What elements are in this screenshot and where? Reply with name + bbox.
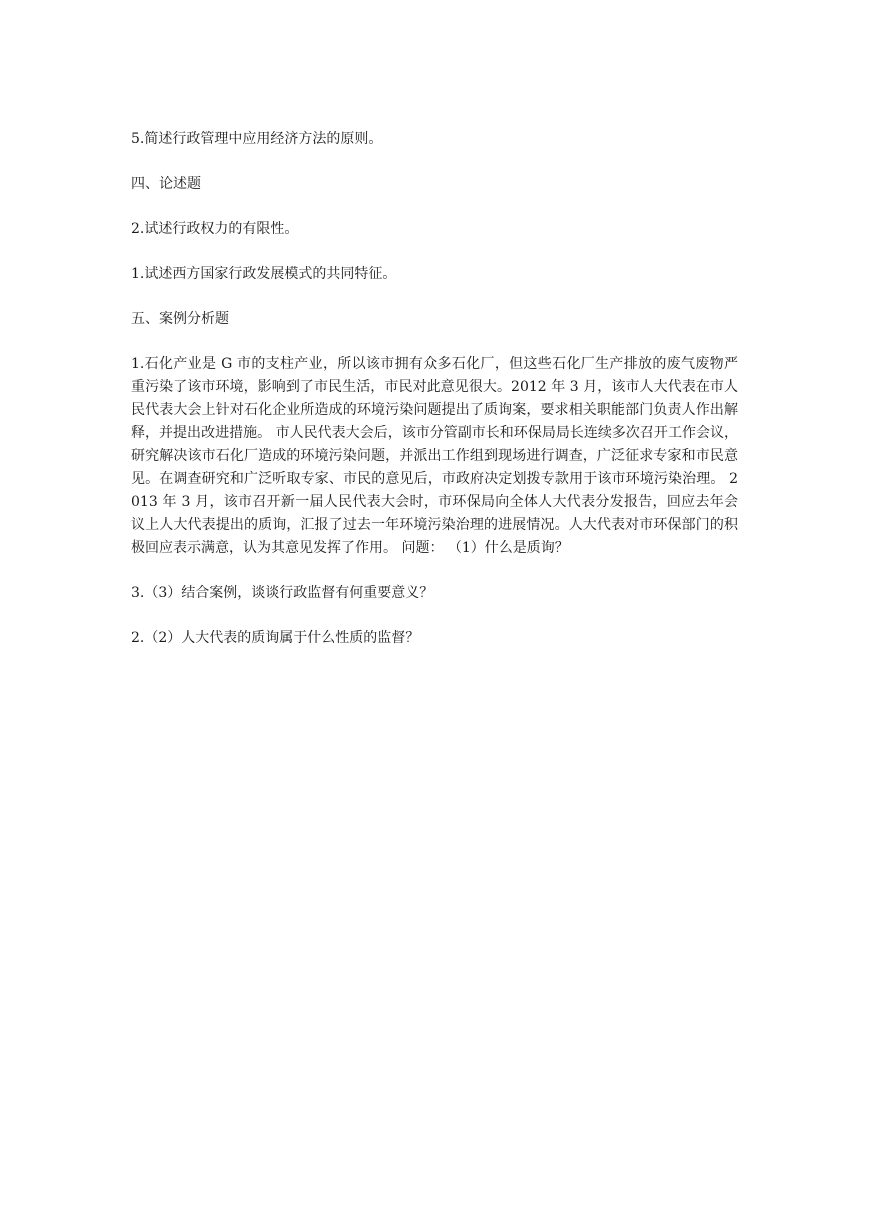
question-economic-methods: 5.简述行政管理中应用经济方法的原则。 <box>131 131 383 147</box>
question-power-limits: 2.试述行政权力的有限性。 <box>131 221 299 237</box>
section-heading-case-analysis: 五、案例分析题 <box>131 311 229 327</box>
case-study-text: 1.石化产业是 G 市的支柱产业，所以该市拥有众多石化厂，但这些石化厂生产排放的废气废物严重污染了该市环境，影响到了市民生活，市民对此意见很大。2012 年 3 月，该市人大代表在市人民代表大会上针对石化企业所造成的环境污染问题提出了质询案，要求相关职能部门负责人作出解释，并提出改进措施。 市人民代表大会后，该市分管副市长和环保局局长连续多次召开工作会议，研究解决该市石化厂造成的环境污染问题，并派出工作组到现场进行调查，广泛征求专家和市民意见。在调查研究和广泛听取专家、市民的意见后，市政府决定划拨专款用于该市环境污染治理。 2013 年 3 月，该市召开新一届人民代表大会时，市环保局向全体人大代表分发报告，回应去年会议上人大代表提出的质询，汇报了过去一年环境污染治理的进展情况。人大代表对市环保部门的积极回应表示满意，认为其意见发挥了作用。 问题： （1）什么是质询？ <box>131 356 738 556</box>
section-heading-essay: 四、论述题 <box>131 176 201 192</box>
document-body <box>131 128 738 672</box>
question-supervision-significance: 3.（3）结合案例，谈谈行政监督有何重要意义？ <box>131 585 434 601</box>
question-inquiry-nature: 2.（2）人大代表的质询属于什么性质的监督？ <box>131 630 420 646</box>
question-western-models: 1.试述西方国家行政发展模式的共同特征。 <box>131 266 397 282</box>
